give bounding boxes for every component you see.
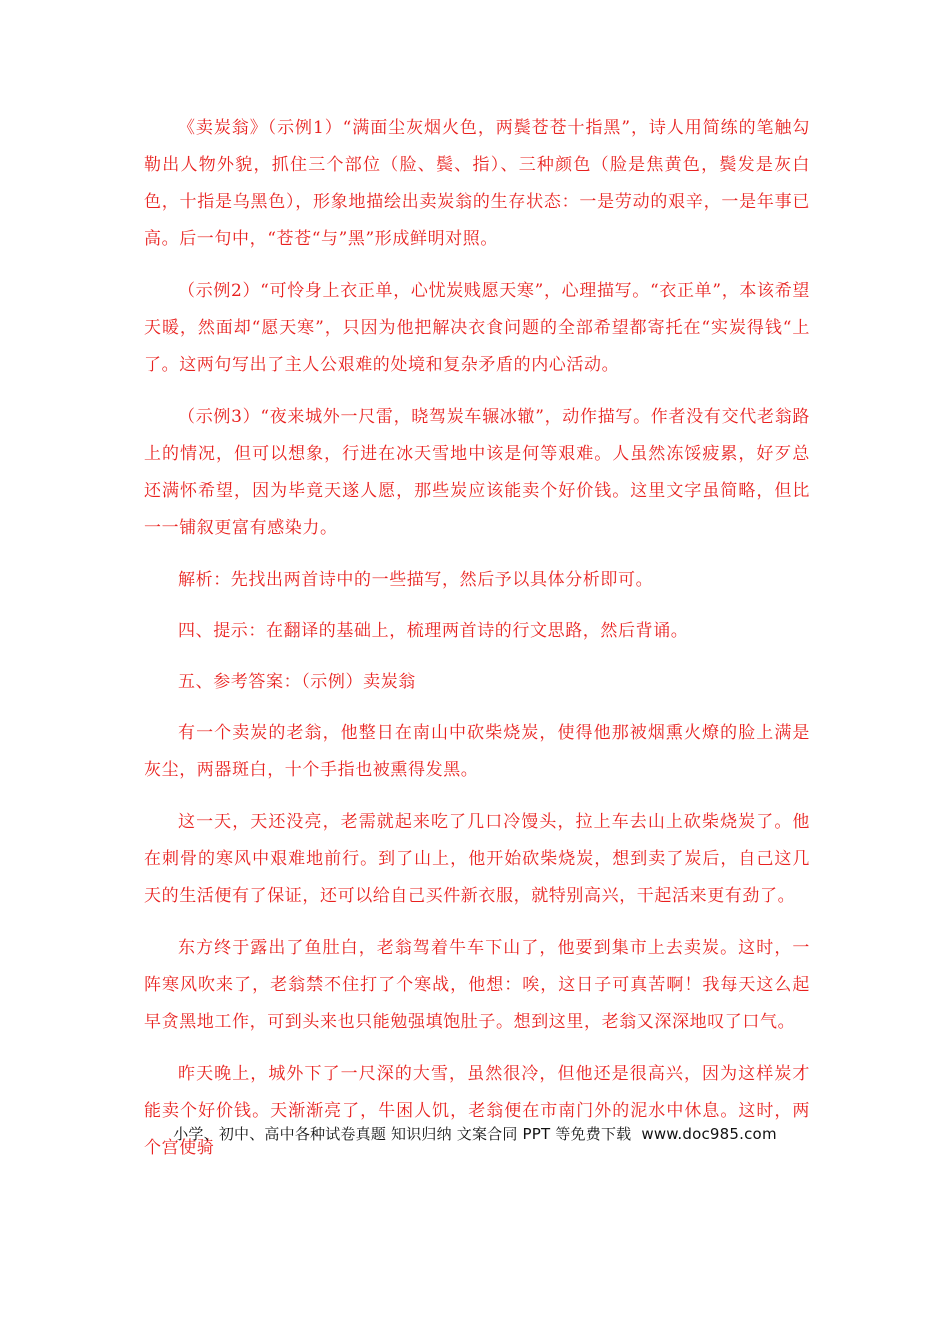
paragraph-story-4: 昨天晚上，城外下了一尺深的大雪，虽然很冷，但他还是很高兴，因为这样炭才能卖个好价钱。天渐渐亮了，牛困人饥，老翁便在市南门外的泥水中休息。这时，两个宫使骑 bbox=[144, 1064, 810, 1158]
paragraph-example-1: 《卖炭翁》（示例1）“满面尘灰烟火色，两鬓苍苍十指黑”，诗人用简练的笔触勾勒出人物外貌，抓住三个部位（脸、鬓、指）、三种颜色（脸是焦黄色，鬓发是灰白色，十指是乌黑色），形象地描绘出卖炭翁的生存状态：一是劳动的艰辛，一是年事已高。后一句中，“苍苍“与”黑”形成鲜明对照。 bbox=[144, 118, 810, 249]
paragraph-answer-5: 五、参考答案：（示例）卖炭翁 bbox=[178, 672, 416, 692]
document-body bbox=[144, 110, 810, 1182]
paragraph-analysis: 解析：先找出两首诗中的一些描写，然后予以具体分析即可。 bbox=[178, 570, 654, 590]
page-footer bbox=[0, 1123, 950, 1144]
footer-text: 小学、初中、高中各种试卷真题 知识归纳 文案合同 PPT 等免费下载 bbox=[173, 1125, 632, 1143]
paragraph-story-3: 东方终于露出了鱼肚白，老翁驾着牛车下山了，他要到集市上去卖炭。这时，一阵寒风吹来了，老翁禁不住打了个寒战，他想：唉，这日子可真苦啊！我每天这么起早贪黑地工作，可到头来也只能勉强填饱肚子。想到这里，老翁又深深地叹了口气。 bbox=[144, 938, 810, 1032]
paragraph-example-3: （示例3）“夜来城外一尺雷，晓驾炭车辗冰辙”，动作描写。作者没有交代老翁路上的情况，但可以想象，行进在冰天雪地中该是何等艰难。人虽然冻馁疲累，好歹总还满怀希望，因为毕竟天遂人愿，那些炭应该能卖个好价钱。这里文字虽简略，但比一一铺叙更富有感染力。 bbox=[144, 407, 810, 538]
footer-url-link[interactable]: www.doc985.com bbox=[641, 1125, 777, 1143]
paragraph-story-2: 这一天，天还没亮，老需就起来吃了几口冷馒头，拉上车去山上砍柴烧炭了。他在刺骨的寒风中艰难地前行。到了山上，他开始砍柴烧炭，想到卖了炭后，自己这几天的生活便有了保证，还可以给自己买件新衣服，就特别高兴，干起活来更有劲了。 bbox=[144, 812, 810, 906]
paragraph-hint-4: 四、提示：在翻译的基础上，梳理两首诗的行文思路，然后背诵。 bbox=[178, 621, 689, 641]
paragraph-story-1: 有一个卖炭的老翁，他整日在南山中砍柴烧炭，使得他那被烟熏火燎的脸上满是灰尘，两器斑白，十个手指也被熏得发黑。 bbox=[144, 723, 810, 780]
paragraph-example-2: （示例2）“可怜身上衣正单，心忧炭贱愿天寒”，心理描写。“衣正单”，本该希望天暖，然面却“愿天寒”，只因为他把解决衣食问题的全部希望都寄托在“实炭得钱“上了。这两句写出了主人公艰难的处境和复杂矛盾的内心活动。 bbox=[144, 281, 810, 375]
